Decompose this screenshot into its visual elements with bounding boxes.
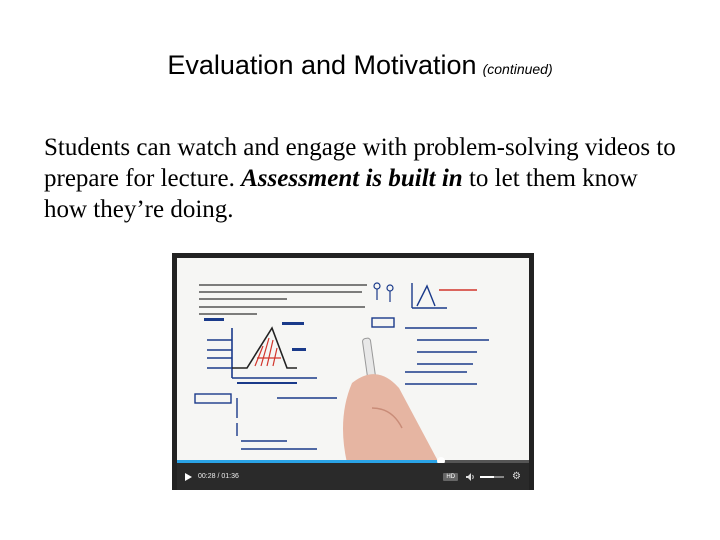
video-player[interactable] (172, 253, 534, 490)
graph-labels (204, 318, 306, 384)
hd-badge[interactable]: HD (443, 473, 458, 481)
slide-body (44, 132, 684, 225)
problem-text-scribble (199, 285, 367, 314)
video-controls (177, 463, 529, 490)
whiteboard-drawing (177, 258, 529, 463)
volume-icon[interactable] (466, 473, 476, 481)
play-icon[interactable] (185, 473, 192, 481)
title-text: Evaluation and Motivation (167, 50, 477, 80)
stick-figures (374, 283, 393, 302)
body-emphasis: Assessment is built in (241, 165, 463, 192)
title-subtitle: (continued) (482, 61, 553, 77)
video-frame[interactable] (177, 258, 529, 463)
prepare-section (195, 394, 337, 449)
body-prefix: Students can watch and engage with problem-solving videos to prepare for lecture. (44, 134, 676, 192)
force-graph (207, 328, 317, 378)
slide-title (0, 50, 720, 81)
body-suffix: to let them know how they’re doing. (44, 165, 638, 223)
volume-slider[interactable] (480, 476, 504, 478)
volume-fill (480, 476, 494, 478)
video-time: 00:28 / 01:36 (198, 473, 239, 480)
presenter-hand (343, 338, 439, 463)
gear-icon[interactable]: ⚙ (512, 471, 521, 482)
